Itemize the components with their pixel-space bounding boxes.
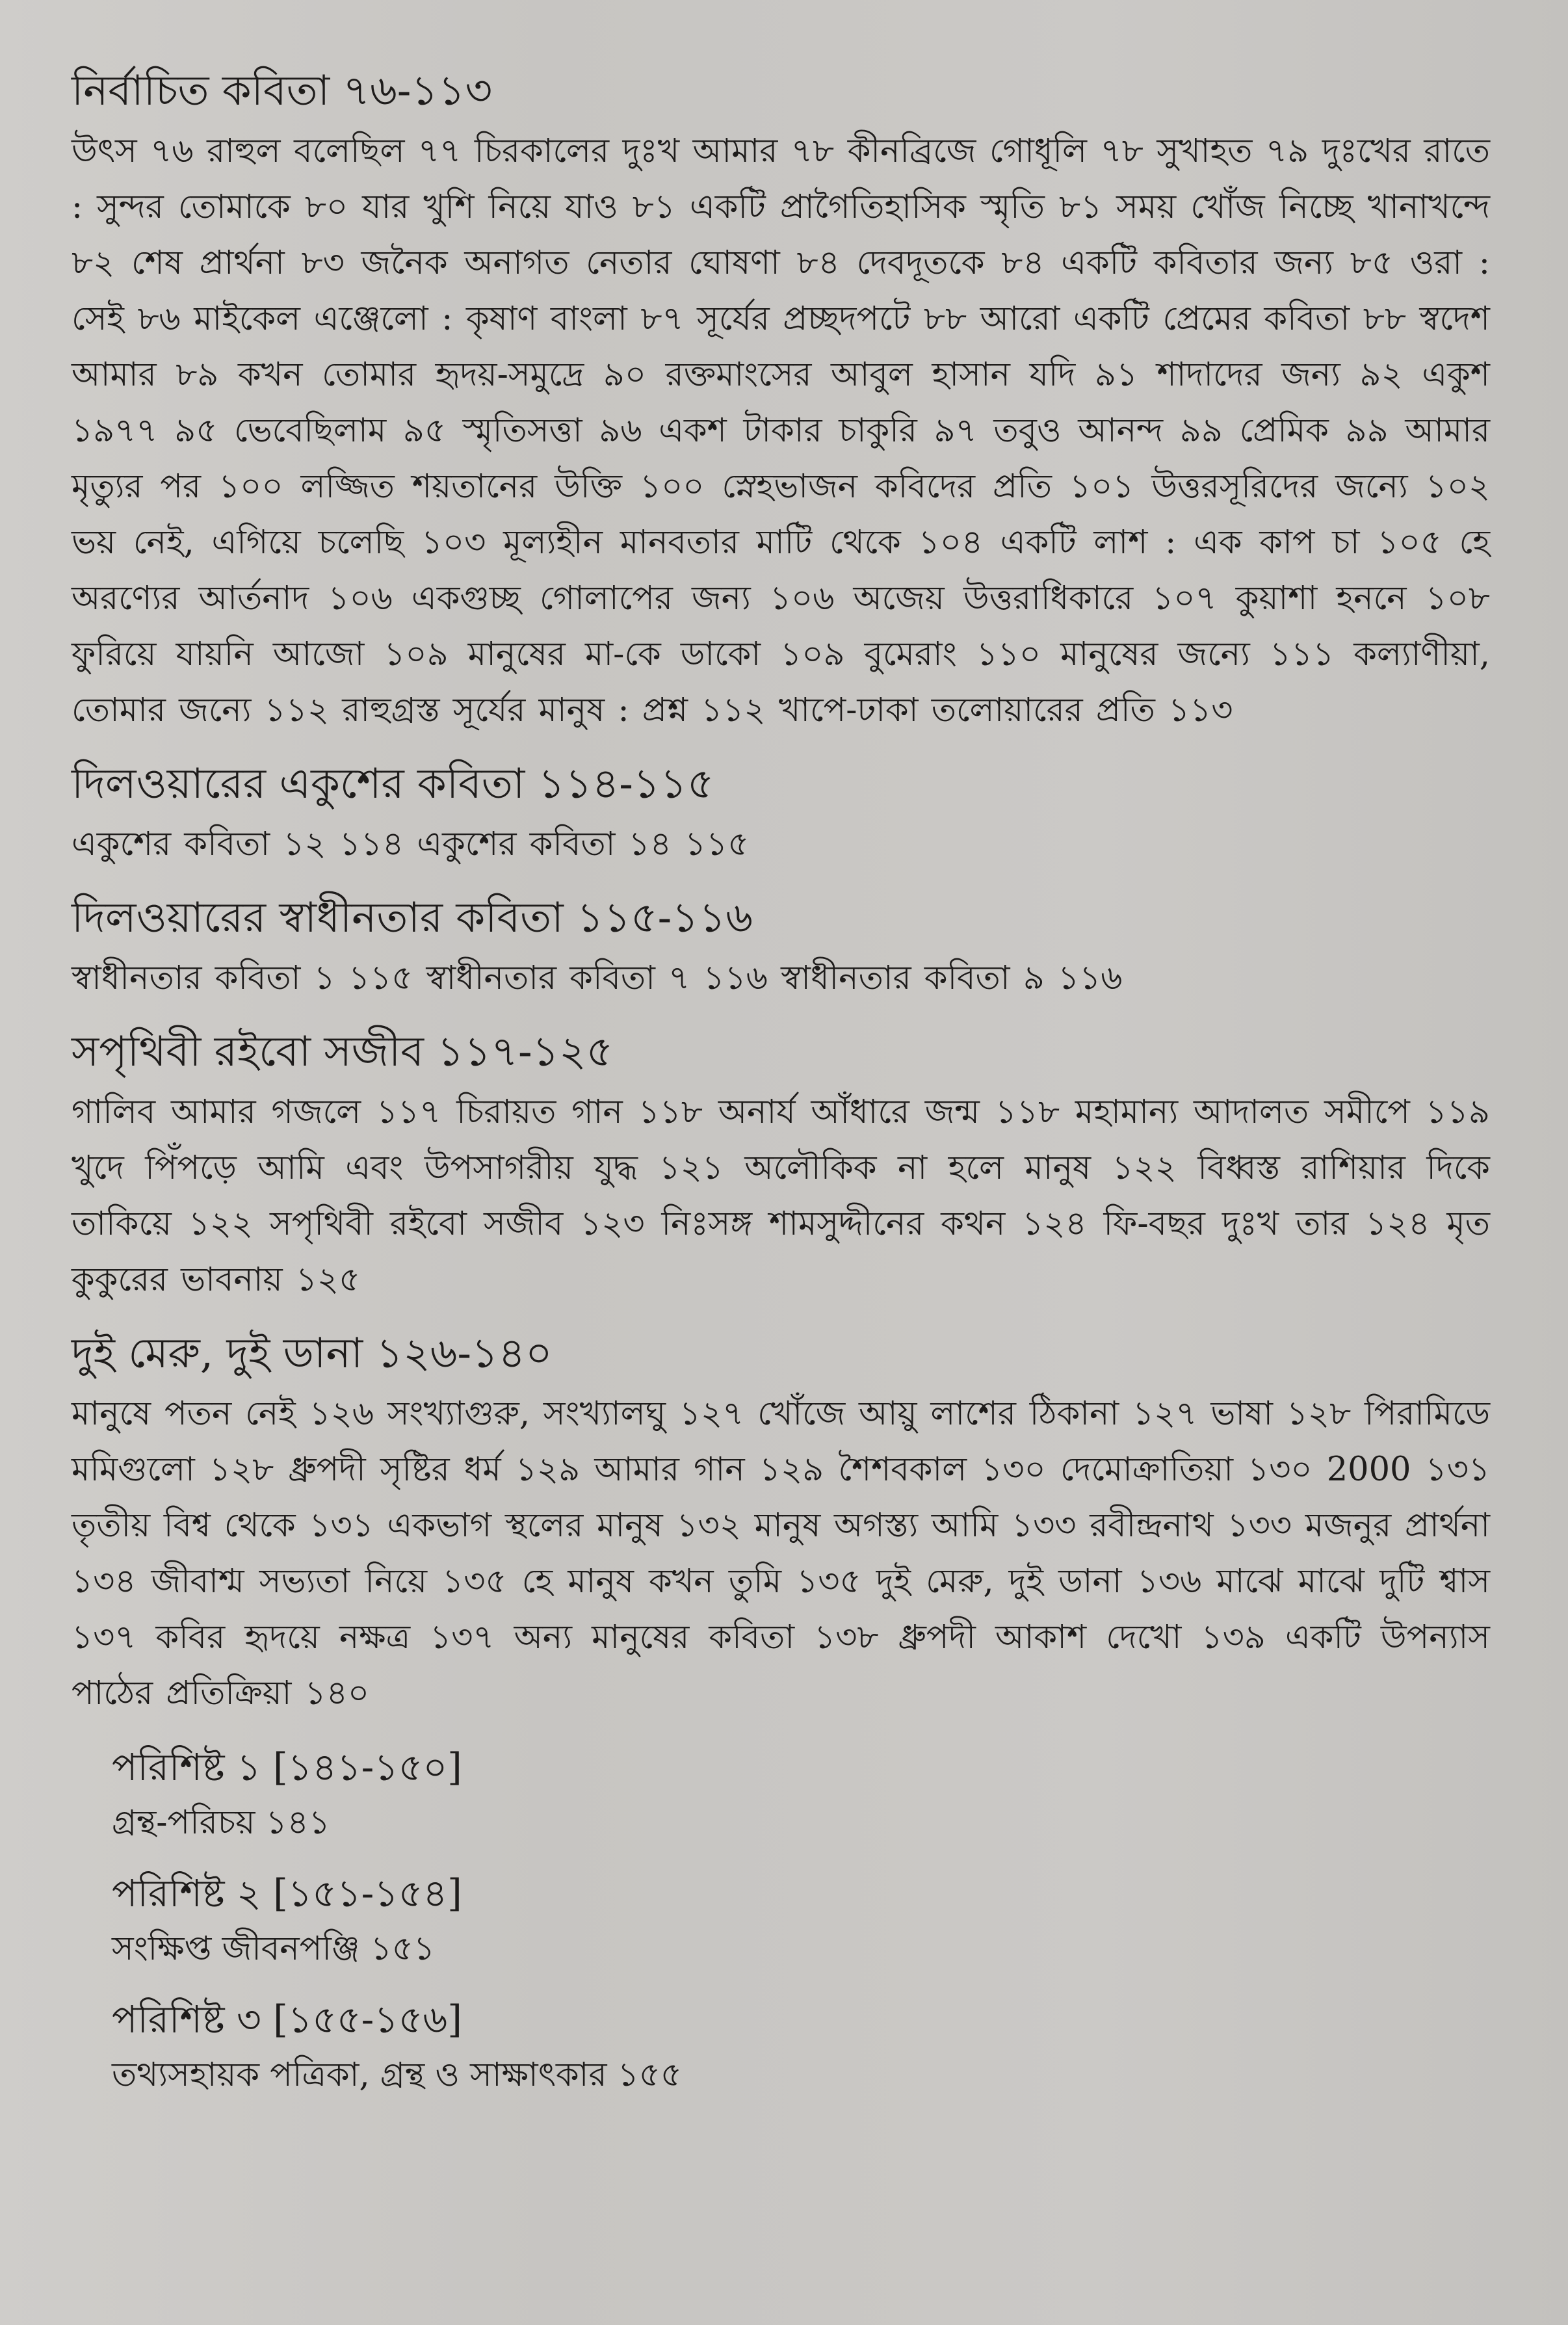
toc-section [72,755,1490,873]
toc-entry: শাদাদের জন্য ৯২ [1156,356,1403,394]
section-heading: দুই মেরু, দুই ডানা ১২৬-১৪০ [72,1330,553,1378]
section-heading: দিলওয়ারের একুশের কবিতা ১১৪-১১৫ [72,760,714,808]
toc-entry: সপৃথিবী রইবো সজীব ১২৩ [270,1205,645,1243]
toc-entry: রাহুল বলেছিল ৭৭ [207,132,462,170]
toc-entry: সুখাহত ৭৯ [1156,132,1309,170]
toc-entry: একুশের কবিতা ১৪ ১১৫ [417,825,750,863]
toc-entry: সংখ্যাগুরু, সংখ্যালঘু ১২৭ [387,1395,744,1433]
toc-entry: মানুষ অগস্ত্য আমি ১৩৩ [754,1506,1077,1545]
section-entries [72,817,1490,873]
toc-entry: একুশ ১৯৭৭ ৯৫ [72,356,1490,450]
toc-entry: অলৌকিক না হলে মানুষ ১২২ [744,1149,1177,1187]
toc-entry: তথ্যসহায়ক পত্রিকা, গ্রন্থ ও সাক্ষাৎকার ১৫৫ [112,2056,682,2094]
toc-entry: জনৈক অনাগত নেতার ঘোষণা ৮৪ [361,244,840,282]
toc-entry: মানুষে পতন নেই ১২৬ [72,1395,374,1433]
section-entries [72,951,1490,1006]
toc-entry: মাইকেল এঞ্জেলো : কৃষাণ বাংলা ৮৭ [194,300,684,338]
toc-entry: চিরকালের দুঃখ আমার ৭৮ [474,132,835,170]
toc-entry: ধ্রুপদী আকাশ দেখো ১৩৯ [898,1618,1266,1657]
toc-entry: ধ্রুপদী সৃষ্টির ধর্ম ১২৯ [288,1451,581,1489]
table-of-contents [72,62,1490,2103]
toc-entry: ভয় নেই, এগিয়ে চলেছি ১০৩ [72,523,486,562]
toc-entry: কখন তোমার হৃদয়-সমুদ্রে ৯০ [237,356,647,394]
toc-entry: বুমেরাং ১১০ [864,635,1041,674]
toc-entry: কুয়াশা হননে ১০৮ [1235,579,1491,618]
toc-entry: একটি কবিতার জন্য ৮৫ [1061,244,1393,282]
toc-entry: হে মানুষ কখন তুমি ১৩৫ [521,1562,861,1601]
toc-entry: ফি-বছর দুঃখ তার ১২৪ [1103,1205,1430,1243]
toc-entry: একটি লাশ : এক কাপ চা ১০৫ [1000,523,1442,562]
toc-entry: 2000 ১৩১ [1326,1451,1490,1489]
toc-entry: গ্রন্থ-পরিচয় ১৪১ [112,1804,330,1842]
toc-section [72,1023,1490,1308]
toc-entry: হে অরণ্যের আর্তনাদ ১০৬ [72,523,1490,618]
toc-entry: একটি উপন্যাস পাঠের প্রতিক্রিয়া ১৪০ [72,1618,1490,1713]
toc-entry: তৃতীয় বিশ্ব থেকে ১৩১ [72,1506,374,1545]
toc-entry: একুশের কবিতা ১২ ১১৪ [72,825,404,863]
toc-entry: স্নেহভাজন কবিদের প্রতি ১০১ [722,467,1134,506]
toc-entry: রবীন্দ্রনাথ ১৩৩ [1090,1506,1292,1545]
toc-entry: একভাগ স্থলের মানুষ ১৩২ [387,1506,741,1545]
toc-entry: মজনুর প্রার্থনা ১৩৪ [72,1506,1491,1601]
toc-entry: ফুরিয়ে যায়নি আজো ১০৯ [72,635,449,674]
toc-entry: সূর্যের প্রচ্ছদপটে ৮৮ [697,300,967,338]
toc-entry: অন্য মানুষের কবিতা ১৩৮ [514,1618,879,1657]
section-entries [72,1386,1490,1722]
toc-entry: ভাষা ১২৮ [1210,1395,1352,1433]
toc-entry: শেষ প্রার্থনা ৮৩ [131,244,345,282]
appendix-entries [112,2048,1490,2103]
toc-entry: তবুও আনন্দ ৯৯ [993,412,1223,450]
toc-entry: দেবদূতকে ৮৪ [856,244,1045,282]
toc-section [72,889,1490,1006]
section-heading: নির্বাচিত কবিতা ৭৬-১১৩ [72,67,493,115]
toc-entry: উৎস ৭৬ [72,132,194,170]
toc-entry: কীনব্রিজে গোধূলি ৭৮ [847,132,1143,170]
toc-entry: দুঃখের রাতে : সুন্দর তোমাকে ৮০ [72,132,1491,226]
toc-entry: কল্যাণীয়া, তোমার জন্যে ১১২ [72,635,1490,729]
toc-entry: আমার মৃত্যুর পর ১০০ [72,412,1490,506]
toc-entry: দুই মেরু, দুই ডানা ১৩৬ [876,1562,1202,1601]
toc-section [72,62,1490,739]
appendix-heading: পরিশিষ্ট ২ [১৫১-১৫৪] [112,1871,462,1915]
section-heading: দিলওয়ারের স্বাধীনতার কবিতা ১১৫-১১৬ [72,894,753,942]
toc-entry: চিরায়ত গান ১১৮ [456,1093,703,1131]
toc-entry: মহামান্য আদালত সমীপে ১১৯ [1075,1093,1490,1131]
toc-entry: স্বদেশ আমার ৮৯ [72,300,1490,394]
toc-entry: আরো একটি প্রেমের কবিতা ৮৮ [980,300,1406,338]
toc-entry: একগুচ্ছ গোলাপের জন্য ১০৬ [411,579,835,618]
appendix-heading: পরিশিষ্ট ৩ [১৫৫-১৫৬] [112,1997,462,2042]
appendix-entries [112,1796,1490,1850]
toc-entry: স্বাধীনতার কবিতা ৭ ১১৬ [426,959,768,997]
toc-entry: স্বাধীনতার কবিতা ৯ ১১৬ [781,959,1123,997]
toc-entry: খুদে পিঁপড়ে আমি এবং উপসাগরীয় যুদ্ধ ১২১ [72,1149,724,1187]
toc-entry: একশ টাকার চাকুরি ৯৭ [659,412,977,450]
toc-entry: শৈশবকাল ১৩০ [838,1451,1046,1489]
toc-entry: অজেয় উত্তরাধিকারে ১০৭ [853,579,1217,618]
toc-section [72,1325,1490,1722]
toc-entry: পিরামিডে মমিগুলো ১২৮ [72,1395,1490,1489]
appendix-heading: পরিশিষ্ট ১ [১৪১-১৫০] [112,1745,462,1789]
toc-entry: যার খুশি নিয়ে যাও ৮১ [362,188,675,226]
toc-entry: মাঝে মাঝে দুটি শ্বাস ১৩৭ [72,1562,1491,1657]
toc-entry: দেমোক্রাতিয়া ১৩০ [1060,1451,1313,1489]
section-entries [72,124,1490,739]
toc-entry: ওরা : সেই ৮৬ [72,244,1490,338]
appendix-entries [112,1922,1490,1977]
toc-entry: নিঃসঙ্গ শামসুদ্দীনের কথন ১২৪ [661,1205,1087,1243]
toc-entry: উত্তরসূরিদের জন্যে ১০২ [1151,467,1491,506]
toc-entry: মৃত কুকুরের ভাবনায় ১২৫ [72,1205,1490,1299]
toc-entry: লজ্জিত শয়তানের উক্তি ১০০ [300,467,705,506]
toc-entry: অনার্য আঁধারে জন্ম ১১৮ [718,1093,1060,1131]
toc-entry: মানুষের মা-কে ডাকো ১০৯ [467,635,845,674]
toc-entry: বিধ্বস্ত রাশিয়ার দিকে তাকিয়ে ১২২ [72,1149,1490,1243]
toc-entry: মূল্যহীন মানবতার মাটি থেকে ১০৪ [503,523,983,562]
toc-entry: স্মৃতিসত্তা ৯৬ [462,412,642,450]
toc-entry: স্বাধীনতার কবিতা ১ ১১৫ [72,959,413,997]
toc-entry: রাহুগ্রস্ত সূর্যের মানুষ : প্রশ্ন ১১২ [342,691,766,729]
toc-entry: একটি প্রাগৈতিহাসিক স্মৃতি ৮১ [689,188,1103,226]
toc-entry: মানুষের জন্যে ১১১ [1060,635,1335,674]
toc-entry: ভেবেছিলাম ৯৫ [233,412,446,450]
toc-entry: রক্তমাংসের আবুল হাসান যদি ৯১ [665,356,1138,394]
section-heading: সপৃথিবী রইবো সজীব ১১৭-১২৫ [72,1028,614,1076]
toc-entry: সময় খোঁজ নিচ্ছে খানাখন্দে ৮২ [72,188,1491,282]
toc-entry: সংক্ষিপ্ত জীবনপঞ্জি ১৫১ [112,1930,435,1968]
toc-entry: প্রেমিক ৯৯ [1239,412,1389,450]
toc-entry: কবির হৃদয়ে নক্ষত্র ১৩৭ [155,1618,495,1657]
section-entries [72,1084,1490,1308]
toc-entry: খোঁজে আয়ু লাশের ঠিকানা ১২৭ [757,1395,1197,1433]
toc-entry: জীবাশ্ম সভ্যতা নিয়ে ১৩৫ [151,1562,507,1601]
toc-entry: খাপে-ঢাকা তলোয়ারের প্রতি ১১৩ [778,691,1233,729]
toc-entry: আমার গান ১২৯ [594,1451,824,1489]
toc-entry: গালিব আমার গজলে ১১৭ [72,1093,441,1131]
